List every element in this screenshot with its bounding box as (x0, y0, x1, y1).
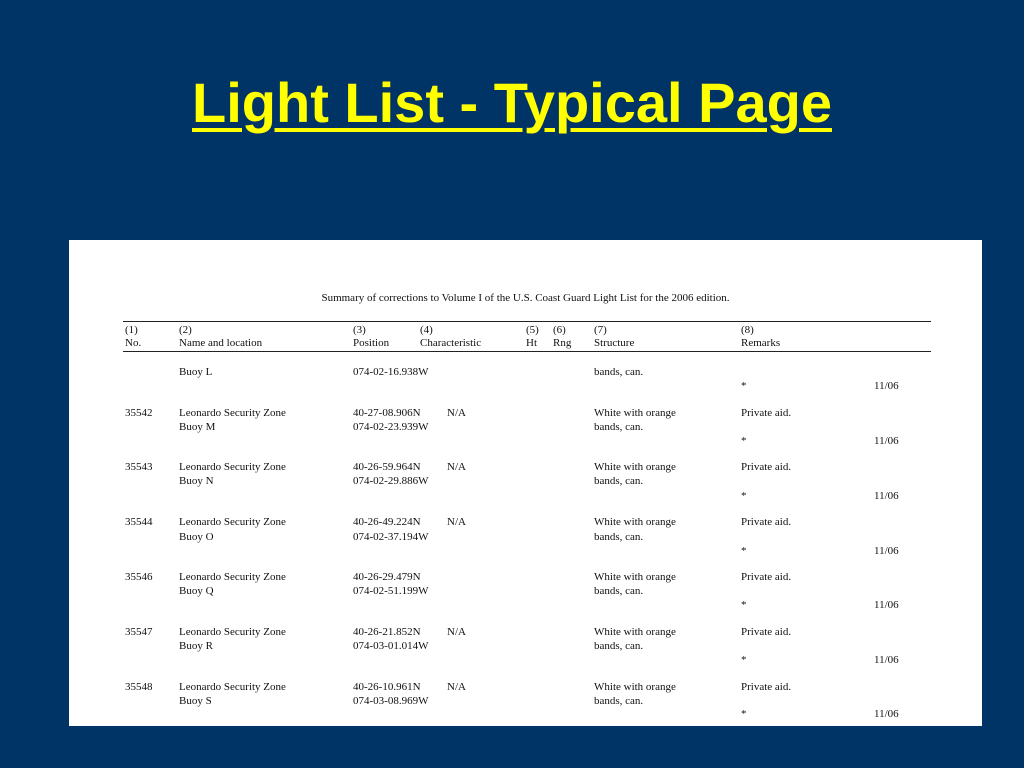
entry-name: Buoy L (179, 366, 213, 378)
entry-number: 35546 (125, 571, 153, 583)
col-num-1: (1) (125, 324, 138, 336)
slide-title: Light List - Typical Page (192, 71, 832, 134)
col-num-4: (4) (420, 324, 433, 336)
entry-characteristic: N/A (447, 681, 466, 693)
entry-mark: * (741, 490, 747, 502)
entry-name: Buoy Q (179, 585, 214, 597)
col-num-7: (7) (594, 324, 607, 336)
entry-characteristic: N/A (447, 407, 466, 419)
entry-structure: White with orange (594, 626, 676, 638)
entry-structure-cont: bands, can. (594, 640, 644, 652)
entry-structure: White with orange (594, 407, 676, 419)
entry-date: 11/06 (874, 654, 899, 666)
col-header-characteristic: Characteristic (420, 337, 482, 349)
entry-mark: * (741, 708, 747, 720)
entry-structure-cont: bands, can. (594, 421, 644, 433)
entry-longitude: 074-02-51.199W (353, 585, 429, 597)
table-top-rule (123, 321, 931, 322)
entry-structure: bands, can. (594, 366, 644, 378)
entry-number: 35547 (125, 626, 153, 638)
entry-date: 11/06 (874, 380, 899, 392)
entry-mark: * (741, 380, 747, 392)
entry-latitude: 40-27-08.906N (353, 407, 421, 419)
entry-name: Buoy N (179, 475, 214, 487)
table-header-rule (123, 351, 931, 352)
col-header-position: Position (353, 337, 390, 349)
entry-structure: White with orange (594, 461, 676, 473)
col-num-5: (5) (526, 324, 539, 336)
col-header-rng: Rng (553, 337, 572, 349)
entry-name: Buoy M (179, 421, 216, 433)
entry-structure-cont: bands, can. (594, 475, 644, 487)
entry-characteristic: N/A (447, 516, 466, 528)
entry-structure-cont: bands, can. (594, 695, 644, 707)
entry-number: 35548 (125, 681, 153, 693)
entry-latitude: 40-26-49.224N (353, 516, 421, 528)
entry-characteristic: N/A (447, 626, 466, 638)
entry-characteristic: N/A (447, 461, 466, 473)
entry-name: Buoy S (179, 695, 212, 707)
entry-date: 11/06 (874, 435, 899, 447)
entry-mark: * (741, 545, 747, 557)
entry-name-location: Leonardo Security Zone (179, 516, 286, 528)
entry-latitude: 40-26-21.852N (353, 626, 421, 638)
entry-name-location: Leonardo Security Zone (179, 681, 286, 693)
light-list-page (69, 240, 982, 726)
entry-remarks: Private aid. (741, 516, 792, 528)
entry-number: 35542 (125, 407, 153, 419)
entry-structure: White with orange (594, 571, 676, 583)
entry-remarks: Private aid. (741, 461, 792, 473)
entry-latitude: 40-26-10.961N (353, 681, 421, 693)
entry-longitude: 074-02-29.886W (353, 475, 429, 487)
entry-longitude: 074-02-16.938W (353, 366, 429, 378)
entry-name-location: Leonardo Security Zone (179, 626, 286, 638)
entry-longitude: 074-03-01.014W (353, 640, 429, 652)
entry-date: 11/06 (874, 599, 899, 611)
entry-longitude: 074-02-23.939W (353, 421, 429, 433)
entry-structure-cont: bands, can. (594, 531, 644, 543)
col-num-6: (6) (553, 324, 566, 336)
entry-name-location: Leonardo Security Zone (179, 571, 286, 583)
entry-name: Buoy O (179, 531, 214, 543)
entry-longitude: 074-02-37.194W (353, 531, 429, 543)
entry-name: Buoy R (179, 640, 213, 652)
entry-latitude: 40-26-29.479N (353, 571, 421, 583)
col-header-name: Name and location (179, 337, 263, 349)
entry-remarks: Private aid. (741, 571, 792, 583)
entry-date: 11/06 (874, 490, 899, 502)
col-header-structure: Structure (594, 337, 635, 349)
entry-name-location: Leonardo Security Zone (179, 461, 286, 473)
entry-structure-cont: bands, can. (594, 585, 644, 597)
entry-name-location: Leonardo Security Zone (179, 407, 286, 419)
entry-number: 35543 (125, 461, 153, 473)
entry-latitude: 40-26-59.964N (353, 461, 421, 473)
col-num-2: (2) (179, 324, 192, 336)
entry-longitude: 074-03-08.969W (353, 695, 429, 707)
entry-structure: White with orange (594, 681, 676, 693)
col-num-3: (3) (353, 324, 366, 336)
entry-date: 11/06 (874, 708, 899, 720)
col-header-remarks: Remarks (741, 337, 781, 349)
col-num-8: (8) (741, 324, 754, 336)
entry-mark: * (741, 654, 747, 666)
entry-mark: * (741, 599, 747, 611)
entry-mark: * (741, 435, 747, 447)
col-header-no: No. (125, 337, 142, 349)
entry-date: 11/06 (874, 545, 899, 557)
entry-remarks: Private aid. (741, 407, 792, 419)
entry-remarks: Private aid. (741, 681, 792, 693)
entry-structure: White with orange (594, 516, 676, 528)
entry-number: 35544 (125, 516, 153, 528)
entry-remarks: Private aid. (741, 626, 792, 638)
col-header-ht: Ht (526, 337, 537, 349)
page-summary: Summary of corrections to Volume I of the U.S. Coast Guard Light List for the 2006 edition. (321, 292, 730, 304)
